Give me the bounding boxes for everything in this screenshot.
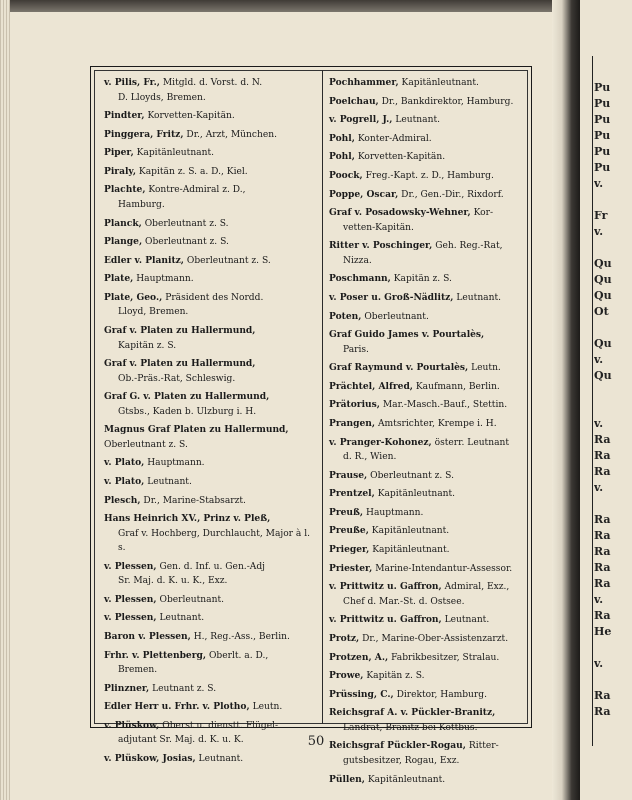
entry-name: v. Plato,: [104, 457, 145, 469]
entry-description: Amtsrichter, Krempe i. H.: [377, 419, 497, 429]
entry-name: Graf v. Platen zu Hallermund,: [104, 358, 256, 370]
entry-continuation: Lloyd, Bremen.: [118, 307, 189, 318]
directory-entry: [104, 494, 318, 509]
directory-entry: [104, 390, 318, 419]
entry-description: Kapitänleutnant.: [136, 148, 214, 159]
entry-name: Graf G. v. Platen zu Hallermund,: [104, 391, 270, 403]
book-top-edge: [0, 0, 632, 12]
entry-name: Magnus Graf Platen zu Hallermund,: [104, 424, 289, 436]
facing-page-line: [594, 672, 630, 688]
facing-page-line: Qu: [594, 289, 612, 302]
directory-entry: [329, 291, 529, 306]
entry-name: Frhr. v. Plettenberg,: [104, 649, 207, 661]
entry-name: Poock,: [329, 169, 363, 181]
entry-description: Oberleutnant z. S.: [370, 470, 454, 481]
entry-description: Dr., Marine-Ober-Assistenzarzt.: [362, 633, 509, 644]
facing-page-line: Ra: [594, 561, 611, 574]
directory-entry: [329, 150, 529, 165]
facing-page-line: Pu: [594, 129, 611, 142]
directory-entry: [104, 682, 318, 697]
facing-page-line: He: [594, 625, 612, 638]
entry-name: v. Plessen,: [104, 560, 157, 572]
entry-description: Kapitän z. S.: [393, 274, 452, 285]
directory-entry: [104, 593, 318, 608]
entry-description: Korvetten-Kapitän.: [147, 111, 235, 122]
entry-continuation: Landrat, Branitz bei Kottbus.: [343, 722, 478, 733]
facing-page-line: Ra: [594, 449, 611, 462]
entry-description: Kaufmann, Berlin.: [415, 381, 500, 392]
directory-entry: [329, 706, 529, 735]
entry-name: Poten,: [329, 310, 362, 322]
directory-entry: [104, 128, 318, 143]
facing-page-line: [594, 400, 630, 416]
facing-page-line: [594, 640, 630, 656]
directory-entry: [329, 239, 529, 268]
entry-name: Protzen, A.,: [329, 651, 389, 663]
entry-description: Präsident des Nordd.: [165, 292, 264, 303]
facing-page-line: Ra: [594, 529, 611, 542]
facing-page-line: v.: [594, 481, 604, 494]
entry-name: Piraly,: [104, 165, 137, 177]
entry-name: Plange,: [104, 236, 143, 248]
entry-description: Oberlt. a. D.,: [208, 650, 269, 661]
directory-entry: [329, 398, 529, 413]
facing-page-line: v.: [594, 177, 604, 190]
facing-page-line: Ra: [594, 433, 611, 446]
directory-entry: [329, 524, 529, 539]
right-column: [329, 76, 529, 791]
entry-description: Oberleutnant z. S.: [104, 439, 188, 450]
facing-page-line: Ot: [594, 305, 609, 318]
directory-entry: [104, 560, 318, 589]
facing-page-line: Ra: [594, 465, 611, 478]
facing-page-line: v.: [594, 417, 604, 430]
entry-continuation: vetten-Kapitän.: [343, 222, 414, 233]
directory-entry: [329, 688, 529, 703]
entry-continuation: Gtsbs., Kaden b. Ulzburg i. H.: [118, 406, 257, 417]
facing-page-line: [594, 192, 630, 208]
entry-name: Graf v. Platen zu Hallermund,: [104, 325, 256, 337]
directory-entry: [329, 188, 529, 203]
directory-entry: [104, 291, 318, 320]
entry-name: Poppe, Oscar,: [329, 188, 399, 200]
entry-description: Kapitänleutnant.: [372, 545, 450, 556]
facing-page-line: [594, 240, 630, 256]
entry-continuation: Nizza.: [343, 255, 372, 266]
entry-name: Prentzel,: [329, 488, 375, 500]
directory-entry: [329, 380, 529, 395]
entry-description: Kapitänleutnant.: [371, 526, 450, 537]
entry-description: Leutn.: [252, 702, 283, 713]
entry-description: Oberleutnant z. S.: [145, 237, 229, 248]
facing-page-line: Pu: [594, 145, 611, 158]
directory-entry: [329, 613, 529, 628]
entry-name: Prieger,: [329, 544, 370, 556]
entry-continuation: Ob.-Präs.-Rat, Schleswig.: [118, 373, 236, 384]
directory-entry: [104, 630, 318, 645]
entry-name: v. Pilis, Fr.,: [104, 77, 160, 88]
entry-description: Oberleutnant.: [159, 594, 224, 605]
entry-name: Püllen,: [329, 773, 365, 785]
entry-name: v. Prittwitz u. Gaffron,: [329, 614, 442, 626]
entry-name: Graf Guido James v. Pourtalès,: [329, 329, 485, 341]
facing-page-line: Pu: [594, 113, 611, 126]
entry-name: Priester,: [329, 562, 373, 574]
entry-name: Edler Herr u. Frhr. v. Plotho,: [104, 701, 250, 713]
entry-continuation: Paris.: [343, 344, 369, 355]
directory-entry: [104, 512, 318, 556]
facing-page-line: [594, 384, 630, 400]
directory-entry: [104, 649, 318, 678]
entry-description: Dr., Gen.-Dir., Rixdorf.: [401, 189, 504, 200]
entry-description: Kapitän z. S. a. D., Kiel.: [138, 166, 248, 177]
entry-description: Leutnant.: [444, 615, 490, 626]
directory-entry: [104, 423, 318, 452]
entry-name: Edler v. Planitz,: [104, 254, 184, 266]
directory-entry: [329, 328, 529, 357]
entry-name: Baron v. Plessen,: [104, 631, 191, 643]
entry-description: Kapitänleutnant.: [377, 489, 456, 500]
entry-description: österr. Leutnant: [434, 437, 509, 448]
facing-page-line: Ra: [594, 545, 611, 558]
facing-page-line: Fr: [594, 209, 608, 222]
directory-entry: [329, 651, 529, 666]
entry-name: Pindter,: [104, 110, 145, 122]
entry-name: Pinggera, Fritz,: [104, 128, 184, 140]
entry-name: v. Pogrell, J.,: [329, 114, 393, 126]
entry-description: Hauptmann.: [366, 507, 424, 518]
facing-page-line: Ra: [594, 689, 611, 702]
entry-continuation: Graf v. Hochberg, Durchlaucht, Major à l. s.: [118, 528, 311, 554]
directory-entry: [104, 146, 318, 161]
entry-name: Graf v. Posadowsky-Wehner,: [329, 207, 471, 219]
entry-name: Piper,: [104, 147, 134, 159]
entry-description: Mar.-Masch.-Bauf., Stettin.: [382, 400, 508, 411]
directory-entry: [104, 109, 318, 124]
entry-continuation: Hamburg.: [118, 199, 165, 210]
directory-entry: [104, 235, 318, 250]
entry-name: Preuß,: [329, 506, 364, 518]
entry-description: Direktor, Hamburg.: [396, 689, 487, 700]
entry-description: Fabrikbesitzer, Stralau.: [391, 652, 500, 663]
directory-entry: [329, 132, 529, 147]
column-divider: [322, 70, 323, 724]
facing-page-line: Pu: [594, 97, 611, 110]
page-number: 50: [307, 734, 325, 749]
entry-name: Preuße,: [329, 525, 369, 537]
facing-page-line: Pu: [594, 81, 611, 94]
entry-name: Prüssing, C.,: [329, 688, 394, 700]
directory-entry: [104, 165, 318, 180]
entry-name: Prangen,: [329, 418, 376, 429]
directory-entry: [329, 580, 529, 609]
facing-page-line: [594, 496, 630, 512]
entry-name: Poelchau,: [329, 95, 379, 107]
directory-entry: [329, 506, 529, 521]
directory-entry: [104, 611, 318, 626]
facing-page-column: [594, 80, 632, 720]
entry-name: Plesch,: [104, 494, 141, 506]
entry-description: Ritter-: [468, 741, 499, 752]
entry-description: Oberst u. dienstt. Flügel-: [162, 720, 279, 731]
book-gutter: [552, 0, 580, 800]
entry-description: Dr., Marine-Stabsarzt.: [143, 495, 246, 506]
entry-description: Korvetten-Kapitän.: [357, 152, 446, 163]
entry-continuation: gutsbesitzer, Rogau, Exz.: [343, 755, 460, 766]
facing-page-line: Ra: [594, 609, 611, 622]
entry-description: Freg.-Kapt. z. D., Hamburg.: [365, 170, 494, 181]
entry-description: Geh. Reg.-Rat,: [435, 241, 503, 252]
entry-description: Marine-Intendantur-Assessor.: [375, 563, 513, 574]
entry-name: v. Plüskow, Josias,: [104, 753, 196, 765]
entry-name: v. Poser u. Groß-Nädlitz,: [329, 291, 454, 303]
entry-description: H., Reg.-Ass., Berlin.: [193, 632, 290, 643]
entry-name: Pochhammer,: [329, 77, 399, 88]
directory-entry: [104, 217, 318, 232]
entry-name: Plate, Geo.,: [104, 291, 163, 303]
facing-page-frame: [592, 56, 593, 746]
entry-description: Leutnant.: [159, 613, 205, 624]
entry-name: v. Plato,: [104, 476, 145, 487]
facing-page-line: Ra: [594, 513, 611, 526]
entry-name: Reichsgraf A. v. Pückler-Branitz,: [329, 707, 496, 719]
directory-entry: [329, 95, 529, 110]
facing-page-line: Ra: [594, 577, 611, 590]
entry-description: Dr., Arzt, München.: [186, 129, 277, 140]
facing-page-line: Qu: [594, 337, 612, 350]
entry-description: Leutnant.: [198, 754, 244, 765]
directory-entry: [329, 113, 529, 128]
directory-entry: [329, 272, 529, 287]
facing-page-line: v.: [594, 657, 604, 670]
entry-description: Leutnant.: [147, 477, 192, 487]
entry-name: Poschmann,: [329, 273, 391, 285]
directory-entry: [329, 310, 529, 325]
entry-description: Kontre-Admiral z. D.,: [148, 185, 246, 196]
entry-name: v. Plessen,: [104, 612, 157, 624]
directory-entry: [329, 543, 529, 558]
directory-entry: [104, 475, 318, 490]
facing-page-line: Ra: [594, 705, 611, 718]
entry-name: Pohl,: [329, 132, 355, 144]
entry-name: Prause,: [329, 469, 368, 481]
facing-page-line: v.: [594, 593, 604, 606]
entry-continuation: adjutant Sr. Maj. d. K. u. K.: [118, 735, 244, 746]
directory-entry: [329, 469, 529, 484]
directory-entry: [104, 324, 318, 353]
entry-name: Hans Heinrich XV., Prinz v. Pleß,: [104, 513, 271, 525]
entry-description: Oberleutnant z. S.: [144, 218, 229, 229]
directory-entry: [104, 254, 318, 269]
facing-page-line: v.: [594, 225, 604, 238]
directory-entry: [104, 76, 318, 105]
directory-entry: [329, 632, 529, 647]
directory-entry: [104, 357, 318, 386]
entry-name: Graf Raymund v. Pourtalès,: [329, 362, 469, 374]
directory-entry: [329, 562, 529, 577]
directory-entry: [329, 76, 529, 91]
entry-name: v. Plüskow,: [104, 719, 160, 731]
directory-entry: [329, 773, 529, 788]
entry-description: Leutnant.: [456, 292, 502, 303]
facing-page-line: v.: [594, 353, 604, 366]
entry-description: Kor-: [473, 208, 494, 219]
directory-entry: [329, 417, 529, 432]
entry-continuation: D. Lloyds, Bremen.: [118, 92, 206, 103]
entry-continuation: Chef d. Mar.-St. d. Ostsee.: [343, 596, 465, 607]
entry-continuation: Kapitän z. S.: [118, 340, 177, 351]
entry-name: Planck,: [104, 217, 142, 229]
entry-name: Plinzner,: [104, 682, 150, 694]
entry-name: v. Plessen,: [104, 593, 157, 605]
entry-description: Admiral, Exz.,: [444, 582, 510, 593]
entry-name: Protz,: [329, 632, 360, 644]
entry-description: Kapitänleutnant.: [401, 78, 479, 88]
book-page-edges: [0, 0, 10, 800]
directory-entry: [104, 272, 318, 287]
entry-description: Kapitän z. S.: [366, 671, 425, 682]
entry-description: Leutn.: [471, 363, 501, 374]
entry-description: Oberleutnant.: [364, 311, 429, 322]
directory-entry: [329, 169, 529, 184]
entry-name: Prächtel, Alfred,: [329, 380, 413, 392]
entry-description: Leutnant z. S.: [152, 683, 217, 694]
facing-page-line: Qu: [594, 257, 612, 270]
entry-description: Leutnant.: [395, 115, 440, 126]
entry-description: Dr., Bankdirektor, Hamburg.: [381, 96, 514, 107]
entry-description: Konter-Admiral.: [357, 133, 432, 144]
entry-continuation: d. R., Wien.: [343, 452, 397, 463]
entry-description: Gen. d. Inf. u. Gen.-Adj: [159, 561, 265, 572]
entry-description: Kapitänleutnant.: [367, 774, 446, 785]
entry-name: Prowe,: [329, 670, 364, 682]
entry-continuation: Sr. Maj. d. K. u. K., Exz.: [118, 576, 228, 587]
entry-continuation: Bremen.: [118, 665, 158, 676]
facing-page-line: Pu: [594, 161, 611, 174]
entry-description: Hauptmann.: [147, 458, 205, 469]
entry-name: Ritter v. Poschinger,: [329, 240, 433, 252]
entry-description: Mitgld. d. Vorst. d. N.: [162, 78, 263, 88]
entry-name: Plate,: [104, 273, 134, 285]
entry-name: v. Prittwitz u. Gaffron,: [329, 581, 442, 593]
entry-description: Oberleutnant z. S.: [186, 255, 271, 266]
facing-page-line: [594, 320, 630, 336]
facing-page-line: Qu: [594, 273, 612, 286]
entry-name: Prätorius,: [329, 399, 380, 411]
directory-entry: [329, 436, 529, 465]
left-column: [104, 76, 318, 771]
entry-name: v. Pranger-Kohonez,: [329, 436, 432, 448]
directory-entry: [104, 183, 318, 212]
directory-entry: [329, 361, 529, 376]
directory-entry: [329, 669, 529, 684]
directory-entry: [104, 456, 318, 471]
facing-page-line: Qu: [594, 369, 612, 382]
directory-entry: [329, 206, 529, 235]
entry-name: Plachte,: [104, 184, 146, 196]
directory-entry: [329, 487, 529, 502]
directory-entry: [104, 752, 318, 767]
entry-name: Pohl,: [329, 151, 355, 163]
entry-name: Reichsgraf Pückler-Rogau,: [329, 740, 466, 752]
entry-description: Hauptmann.: [136, 274, 194, 285]
directory-entry: [104, 700, 318, 715]
